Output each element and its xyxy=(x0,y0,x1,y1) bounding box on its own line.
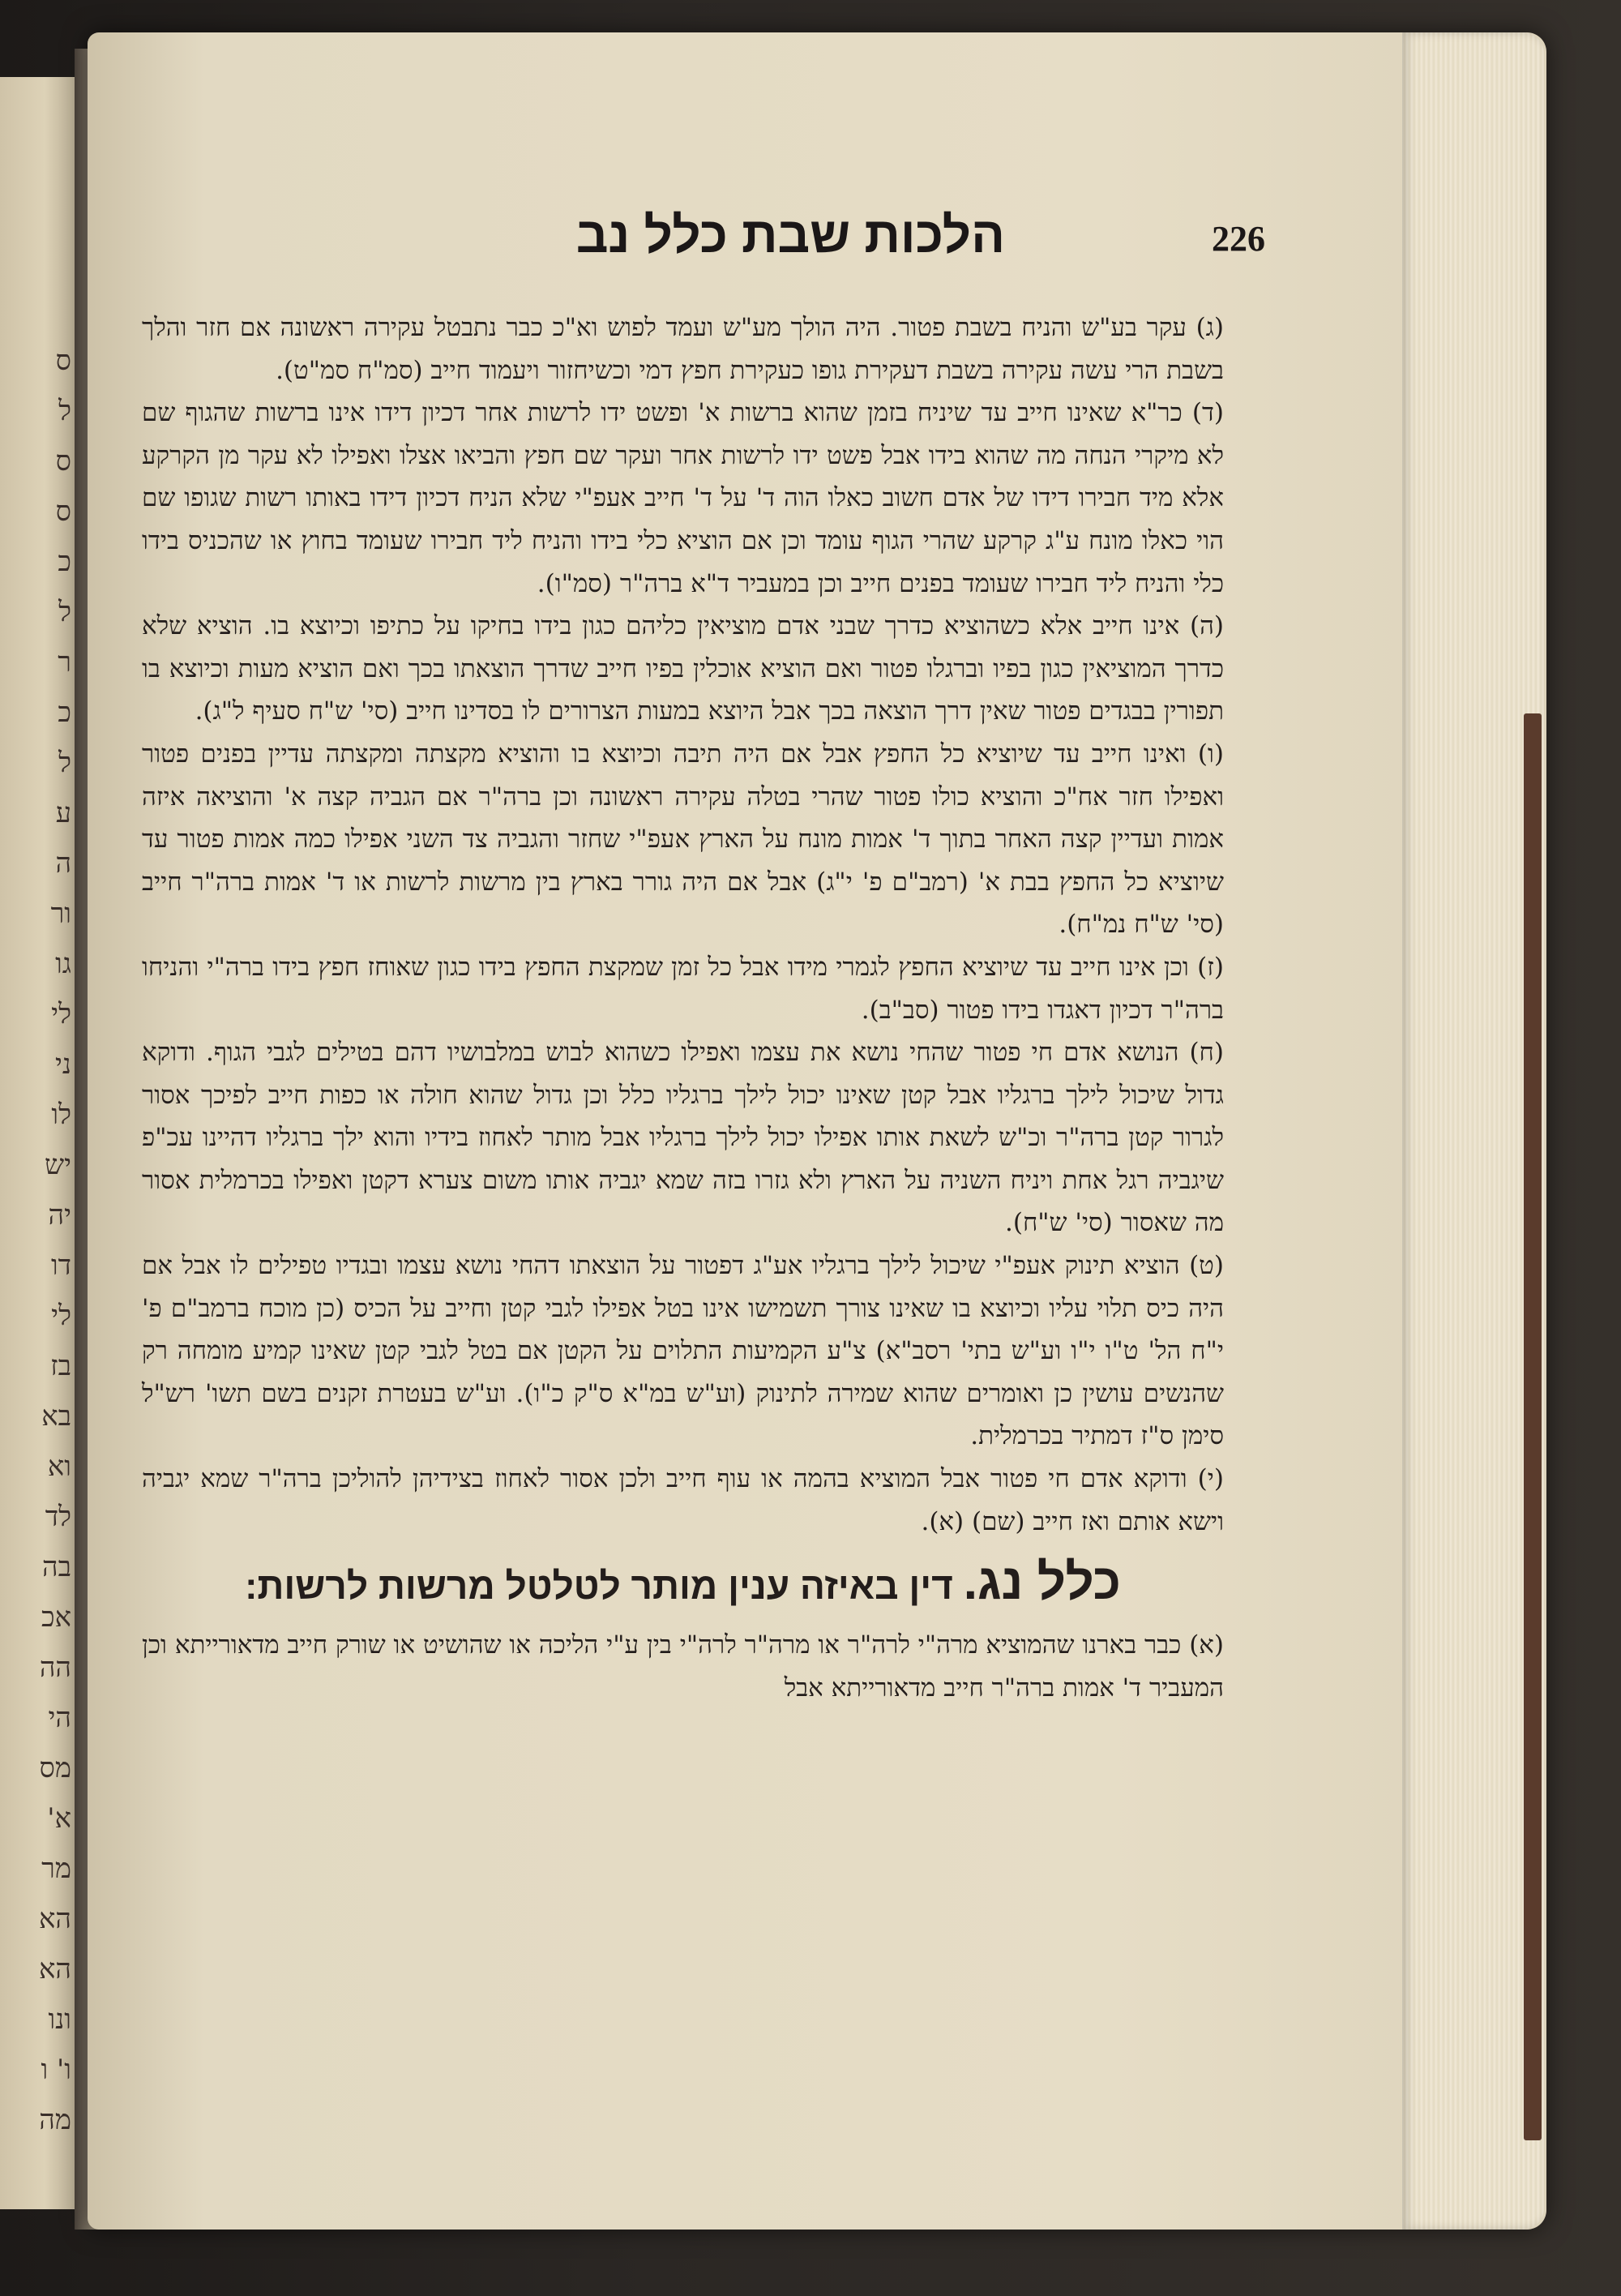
section-number: כלל נג. xyxy=(963,1554,1121,1611)
facing-page-line: לד xyxy=(45,1501,71,1533)
facing-page-line: ס xyxy=(55,345,71,377)
paragraph-zayin: (ז) וכן אינו חייב עד שיוציא החפץ לגמרי מידו אבל כל זמן שמקצת החפץ בידו כגון שאוחז חפץ בידו ברה"י והניחו ברה"ר דכיון דאגדו בידו פטור (סב"ב). xyxy=(142,952,1224,1025)
facing-page-line: בז xyxy=(50,1350,71,1382)
facing-page-line: ל xyxy=(58,596,71,628)
facing-page-line: ס xyxy=(55,445,71,478)
running-title: הלכות שבת כלל נב xyxy=(575,208,1005,263)
facing-page-line: לו xyxy=(51,1099,71,1131)
paragraph-alef: (א) כבר בארנו שהמוציא מרה"י לרה"ר או מרה"ר לרה"י בין ע"י הליכה או שהושיט או שורק חייב מדאורייתא וכן המעביר ד' אמות ברה"ר חייב מדאורייתא אבל xyxy=(142,1630,1224,1703)
facing-page-line: אכ xyxy=(41,1601,71,1634)
page-block-edge xyxy=(1402,32,1544,2230)
running-head xyxy=(178,207,1265,284)
facing-page-line: יש xyxy=(45,1149,71,1181)
facing-page-line: גו xyxy=(55,948,71,980)
facing-page-line: מר xyxy=(41,1853,71,1885)
section-title: דין באיזה ענין מותר לטלטל מרשות לרשות: xyxy=(245,1565,953,1608)
facing-page-line: ל xyxy=(58,395,71,427)
facing-page-line: ס xyxy=(55,495,71,528)
facing-page-line: כ xyxy=(58,696,71,729)
section-heading xyxy=(142,1551,1224,1617)
facing-page-line: ל xyxy=(58,747,71,779)
facing-page-line: מס xyxy=(39,1752,71,1784)
facing-page-line: ה xyxy=(55,847,71,880)
facing-page-line: לי xyxy=(51,998,71,1030)
facing-page-line: ע xyxy=(55,797,71,829)
facing-page-line: ונו xyxy=(48,2003,71,2036)
paragraph-he: (ה) אינו חייב אלא כשהוציא כדרך שבני אדם מוציאין כליהם כגון בידו בחיקו על כתיפו וכיוצא בו. הוציא שלא כדרך המוציאין כגון בפיו וברגלו פטור ואם הוציא אוכלין בפיו חייב שדרך הוצאתו בכך ואם הוציא מעות וכיוצא בו תפורין בבגדים פטור שאין דרך הוצאה בכך אבל היוצא במעות הצרורים לו בסדינו חייב (סי' ש"ח סעיף ל"ג). xyxy=(142,611,1224,726)
main-text xyxy=(142,306,1224,1709)
spine-binding-strip xyxy=(1524,713,1542,2140)
paragraph-vav: (ו) ואינו חייב עד שיוציא כל החפץ אבל אם היה תיבה וכיוצא בו והוציא מקצתה ומקצתה עדיין בפנים פטור ואפילו חזר אח"כ והוציא כולו פטור שהרי בטלה עקירה ראשונה וכן ברה"ר אם הגביה קצה א' והוציאה איזה אמות ועדיין קצה האחר בתוך ד' אמות מונח על הארץ אעפ"י שחזר והגביה צד השני אפילו כמה אמות פטור עד שיוציא כל החפץ בבת א' (רמב"ם פ' י"ג) אבל אם היה גורר בארץ בין מרשות לרשות או ד' אמות ברה"ר חייב (סי' ש"ח נמ"ח). xyxy=(142,739,1224,940)
facing-page-line: ר xyxy=(58,646,71,679)
facing-page-line: בא xyxy=(41,1400,71,1433)
facing-page-line: לי xyxy=(51,1300,71,1332)
facing-page-line: א' xyxy=(47,1802,71,1835)
facing-page-line: יה xyxy=(48,1199,71,1232)
facing-page-line: הא xyxy=(39,1903,71,1935)
paragraph-tet: (ט) הוציא תינוק אעפ"י שיכול לילך ברגליו אע"ג דפטור על הוצאתו דהחי נושא עצמו ובגדיו טפילים לו אבל אם היה כיס תלוי עליו וכיוצא בו שאינו צורך תשמישו אינו בטל אפילו לגבי קטן וחייב על הכיס (כן מוכח ברמב"ם פ' י"ח הל' ט"ו י"ו וע"ש בתי' רסב"א) צ"ע הקמיעות התלוים על הקטן אם בטל לגבי קטן שאינו קמיע מומחה רק שהנשים עושין כן ואומרים שהוא שמירה לתינוק (וע"ש במ"א ס"ק כ"ו). וע"ש בעטרת זקנים בשם תשו' רש"ל סימן ס"ז דמתיר בכרמלית. xyxy=(142,1251,1224,1451)
facing-page-line: בה xyxy=(42,1551,71,1583)
facing-page-line: הי xyxy=(48,1702,71,1734)
facing-page-line: ור xyxy=(50,897,71,930)
page-number: 226 xyxy=(1212,219,1265,259)
paragraph-gimel: (ג) עקר בע"ש והניח בשבת פטור. היה הולך מע"ש ועמד לפוש וא"כ כבר נתבטל עקירה ראשונה אם חזר והלך בשבת הרי עשה עקירה בשבת דעקירת גופו כעקירת חפץ דמי וכשיחזור ויעמוד חייב (סמ"ח סמ"ט). xyxy=(142,313,1224,385)
facing-page-line: הה xyxy=(39,1651,71,1684)
facing-page-line: דו xyxy=(50,1249,71,1282)
facing-page-line: ני xyxy=(55,1048,71,1081)
facing-page-line: כ xyxy=(58,546,71,578)
facing-page-line: מה xyxy=(39,2104,71,2136)
paragraph-het: (ח) הנושא אדם חי פטור שהחי נושא את עצמו ואפילו כשהוא לבוש במלבושיו דהם בטילים לגבי הגוף. ודוקא גדול שיכול לילך ברגליו אבל קטן שאינו יכול לילך ברגליו כלל וכן גדול שהוא חולה או כפות חייב לפיכך אסור לגרור קטן ברה"ר וכ"ש לשאת אותו אפילו יכול לילך ברגליו אבל מותר לאחוז בידיו והוא ילך ברגליו דהיינו עכ"פ שיגביה רגל אחת ויניח השניה על הארץ ולא גזרו בזה שמא יגביה אותו משום צערא דקטן ואפילו בכרמלית אסור מה שאסור (סי' ש"ח). xyxy=(142,1038,1224,1238)
paragraph-yod: (י) ודוקא אדם חי פטור אבל המוציא בהמה או עוף חייב ולכן אסור לאחוז בצידיהן להוליכן ברה"ר שמא יגביה וישא אותם ואז חייב (שם) (א). xyxy=(142,1464,1224,1536)
facing-page-fragment xyxy=(0,77,78,2209)
paragraph-dalet: (ד) כר"א שאינו חייב עד שיניח בזמן שהוא ברשות א' ופשט ידו לרשות אחר דכיון דידו אינו ברשות שהגוף שם לא מיקרי הנחה מה שהוא בידו אבל פשט ידו לרשות אחר ועקר שם חפץ והביאו אצלו ואפילו לא עקר מן הקרקע אלא מיד חבירו דידו של אדם חשוב כאלו הוה ד' על ד' חייב אעפ"י שלא הניח דכיון דידו באותו רשות שגופו שם הוי כאלו מונח ע"ג קרקע שהרי הגוף עומד וכן אם הוציא כלי בידו והניח ליד חבירו שעומד בחוץ או שהכניס בידו כלי והניח ליד חבירו שעומד בפנים חייב וכן במעביר ד"א ברה"ר (סמ"ו). xyxy=(142,398,1224,598)
facing-page-line: ו' ו xyxy=(41,2054,71,2086)
facing-page-line: הא xyxy=(39,1953,71,1985)
facing-page-line: וא xyxy=(47,1450,71,1483)
